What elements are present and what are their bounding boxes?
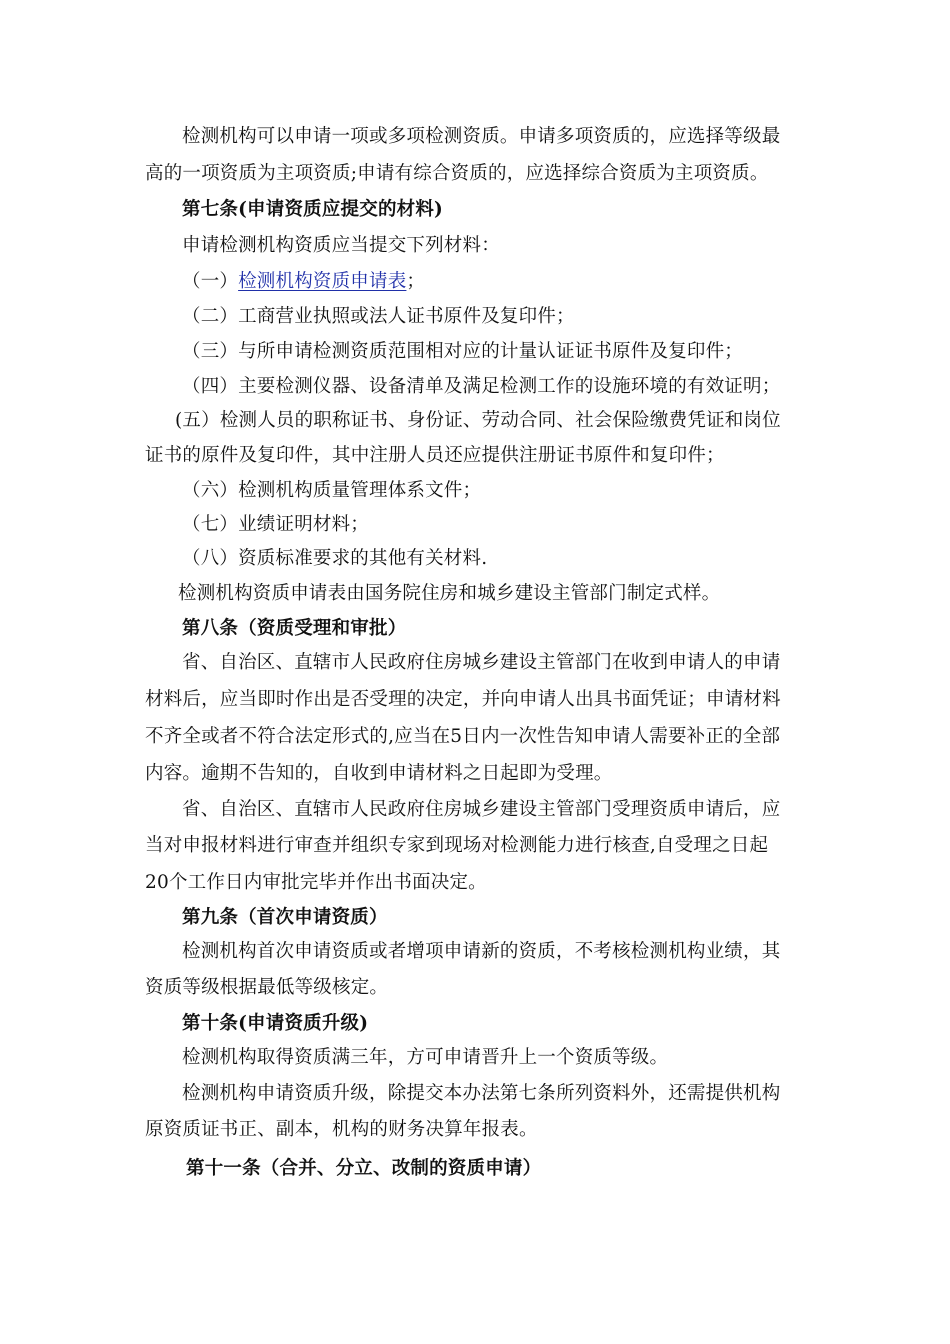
article-7-item-5-line-1: (五）检测人员的职称证书、身份证、劳动合同、社会保险缴费凭证和岗位 — [175, 410, 781, 431]
article-7-note: 检测机构资质申请表由国务院住房和城乡建设主管部门制定式样。 — [178, 583, 721, 604]
article-7-item-6: （六）检测机构质量管理体系文件； — [182, 480, 482, 501]
article-8-p1-line-3: 不齐全或者不符合法定形式的,应当在5日内一次性告知申请人需要补正的全部 — [145, 726, 781, 747]
article-10-p2-line-1: 检测机构申请资质升级，除提交本办法第七条所列资料外，还需提供机构 — [182, 1083, 781, 1104]
article-9-p1-line-1: 检测机构首次申请资质或者增项申请新的资质，不考核检测机构业绩，其 — [182, 941, 781, 962]
article-7-item-7: （七）业绩证明材料； — [182, 514, 370, 535]
article-7-item-3: （三）与所申请检测资质范围相对应的计量认证证书原件及复印件； — [182, 341, 744, 362]
article-7-item-8: （八）资质标准要求的其他有关材料. — [182, 548, 488, 569]
article-10-p1: 检测机构取得资质满三年，方可申请晋升上一个资质等级。 — [182, 1047, 669, 1068]
article-7-item-2: （二）工商营业执照或法人证书原件及复印件； — [182, 306, 575, 327]
article-9-p1-line-2: 资质等级根据最低等级核定。 — [145, 977, 389, 998]
paragraph-intro-line-2: 高的一项资质为主项资质;申请有综合资质的，应选择综合资质为主项资质。 — [145, 163, 769, 184]
article-7-lead: 申请检测机构资质应当提交下列材料： — [182, 235, 500, 256]
item-1-prefix: （一） — [182, 271, 239, 292]
article-8-p2-line-2: 当对申报材料进行审查并组织专家到现场对检测能力进行核查,自受理之日起 — [145, 835, 769, 856]
article-8-p1-line-2: 材料后，应当即时作出是否受理的决定，并向申请人出具书面凭证；申请材料 — [145, 689, 781, 710]
article-9-heading: 第九条（首次申请资质） — [182, 907, 388, 928]
article-7-item-1 — [182, 270, 425, 294]
application-form-link[interactable]: 检测机构资质申请表 — [238, 271, 407, 292]
article-7-item-5-line-2: 证书的原件及复印件，其中注册人员还应提供注册证书原件和复印件； — [145, 445, 725, 466]
article-7-item-4: （四）主要检测仪器、设备清单及满足检测工作的设施环境的有效证明； — [182, 376, 781, 397]
article-8-p1-line-4: 内容。逾期不告知的，自收到申请材料之日起即为受理。 — [145, 763, 613, 784]
article-8-p2-line-3: 20个工作日内审批完毕并作出书面决定。 — [145, 872, 487, 893]
article-8-p1-line-1: 省、自治区、直辖市人民政府住房城乡建设主管部门在收到申请人的申请 — [182, 652, 781, 673]
article-8-heading: 第八条（资质受理和审批） — [182, 618, 407, 639]
article-10-p2-line-2: 原资质证书正、副本，机构的财务决算年报表。 — [145, 1119, 538, 1140]
article-7-heading: 第七条(申请资质应提交的材料) — [182, 199, 444, 220]
item-1-suffix: ； — [406, 271, 426, 292]
paragraph-intro-line-1: 检测机构可以申请一项或多项检测资质。申请多项资质的，应选择等级最 — [182, 126, 781, 147]
article-10-heading: 第十条(申请资质升级) — [182, 1013, 369, 1034]
article-11-heading: 第十一条（合并、分立、改制的资质申请） — [186, 1158, 542, 1179]
article-8-p2-line-1: 省、自治区、直辖市人民政府住房城乡建设主管部门受理资质申请后，应 — [182, 799, 781, 820]
